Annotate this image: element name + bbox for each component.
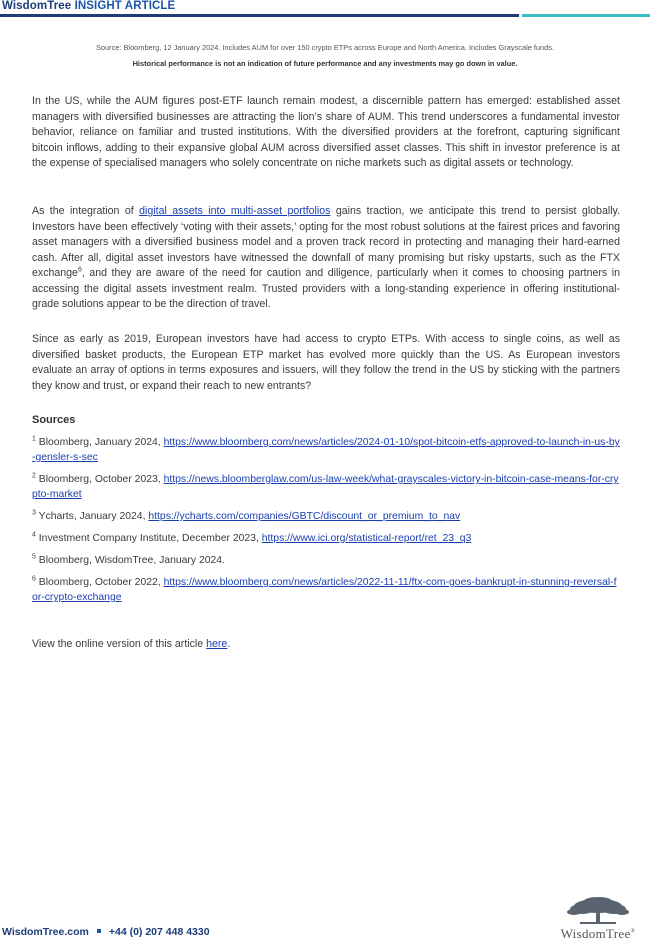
header-title: [2, 0, 175, 12]
source-link-4[interactable]: https://www.ici.org/statistical-report/ret_23_q3: [261, 533, 472, 544]
source-num: 5: [32, 553, 36, 561]
source-link-1[interactable]: https://www.bloomberg.com/news/articles/2024-01-10/spot-bitcoin-etfs-approved-to-launch-in-us-by-gensler-s-sec: [32, 437, 620, 463]
online-end: .: [227, 638, 231, 650]
sources-heading: Sources: [32, 414, 76, 426]
online-version-link[interactable]: here: [206, 638, 228, 650]
source-item-3: [32, 509, 620, 524]
p2-text-b: gains traction, we anticipate this trend to persist globally. Investors have been effectively ‘voting with their assets,’ opting for the most robust solutions at the fairest prices and favoring asset managers with a diversified business model and a proven track record in protecting and managing their hard-earned cash. After all, digital asset investors have witnessed the downfall of many promising but risky upstarts, such as the FTX exchange: [32, 205, 621, 279]
logo-wordmark: [546, 926, 650, 942]
header-section: INSIGHT ARTICLE: [74, 0, 176, 12]
tree-icon: [546, 896, 650, 926]
source-note: Source: Bloomberg, 12 January 2024. Includes AUM for over 150 crypto ETPs across Europe and North America. Includes Grayscale funds.: [95, 43, 555, 52]
header-rule-teal: [522, 14, 650, 17]
logo-registered: ®: [630, 928, 636, 935]
source-text: Bloomberg, WisdomTree, January 2024.: [35, 555, 225, 566]
header-brand: WisdomTree: [2, 0, 72, 12]
source-text: Bloomberg, January 2024,: [35, 437, 164, 448]
source-num: 4: [32, 531, 36, 539]
logo-text: WisdomTree: [560, 926, 631, 941]
footer-contact: [2, 926, 210, 938]
page-header: [0, 0, 650, 18]
wisdomtree-logo: [546, 896, 650, 942]
source-item-4: [32, 531, 620, 546]
online-version-note: [32, 638, 230, 650]
digital-assets-link[interactable]: digital assets into multi-asset portfolios: [139, 205, 331, 217]
performance-disclaimer: Historical performance is not an indication of future performance and any investments may go down in value.: [132, 59, 518, 68]
source-num: 2: [32, 472, 36, 480]
source-text: Bloomberg, October 2023,: [35, 474, 164, 485]
source-item-2: [32, 472, 620, 502]
paragraph-integration: [32, 204, 620, 313]
source-link-3[interactable]: https://ycharts.com/companies/GBTC/discount_or_premium_to_nav: [148, 511, 461, 522]
p2-text-c: , and they are aware of the need for caution and diligence, particularly when it comes to choosing partners in accessing the digital assets investment realm. Trusted providers with a long-standing experience in offering institutional-grade solutions appear to be the direction of travel.: [32, 267, 620, 310]
source-text: Ycharts, January 2024,: [35, 511, 149, 522]
footer-bullet: [97, 929, 101, 933]
source-num: 6: [32, 575, 36, 583]
source-link-6[interactable]: https://www.bloomberg.com/news/articles/2022-11-11/ftx-com-goes-bankrupt-in-stunning-reversal-for-crypto-exchange: [32, 577, 617, 603]
source-num: 1: [32, 435, 36, 443]
footer-phone: +44 (0) 207 448 4330: [108, 926, 210, 938]
source-text: Bloomberg, October 2022,: [35, 577, 164, 588]
paragraph-us-aum: In the US, while the AUM figures post-ETF launch remain modest, a discernible pattern has emerged: established asset managers with diversified businesses are attracting the lion’s share of AUM. This trend underscores a fundamental investor behavior, reliance on familiar and trusted institutions. With the diversified providers at the forefront, capturing significant bitcoin inflows, adding to their expansive global AUM across diversified asset classes. This shift in investor preference is at the expense of specialised managers who solely concentrate on niche markets such as digital assets or technology.: [32, 95, 620, 169]
footer-website[interactable]: WisdomTree.com: [2, 926, 89, 938]
source-item-1: [32, 435, 620, 465]
source-num: 3: [32, 509, 36, 517]
paragraph-european: Since as early as 2019, European investors have had access to crypto ETPs. With access to single coins, as well as diversified basket products, the European ETP market has evolved more quickly than the US. As European investors evaluate an array of options in terms exposures and issuers, will they follow the trend in the US by sticking with the partners they know and trust, or expand their reach to new entrants?: [32, 333, 620, 392]
source-item-5: [32, 553, 620, 568]
p2-text-a: As the integration of: [32, 205, 140, 217]
source-link-2[interactable]: https://news.bloomberglaw.com/us-law-week/what-grayscales-victory-in-bitcoin-case-means-for-crypto-market: [32, 474, 619, 500]
online-text: View the online version of this article: [32, 638, 207, 650]
source-item-6: [32, 575, 620, 605]
footnote-ref-6: 6: [77, 266, 82, 274]
header-rule-navy: [0, 14, 519, 17]
source-text: Investment Company Institute, December 2023,: [35, 533, 262, 544]
